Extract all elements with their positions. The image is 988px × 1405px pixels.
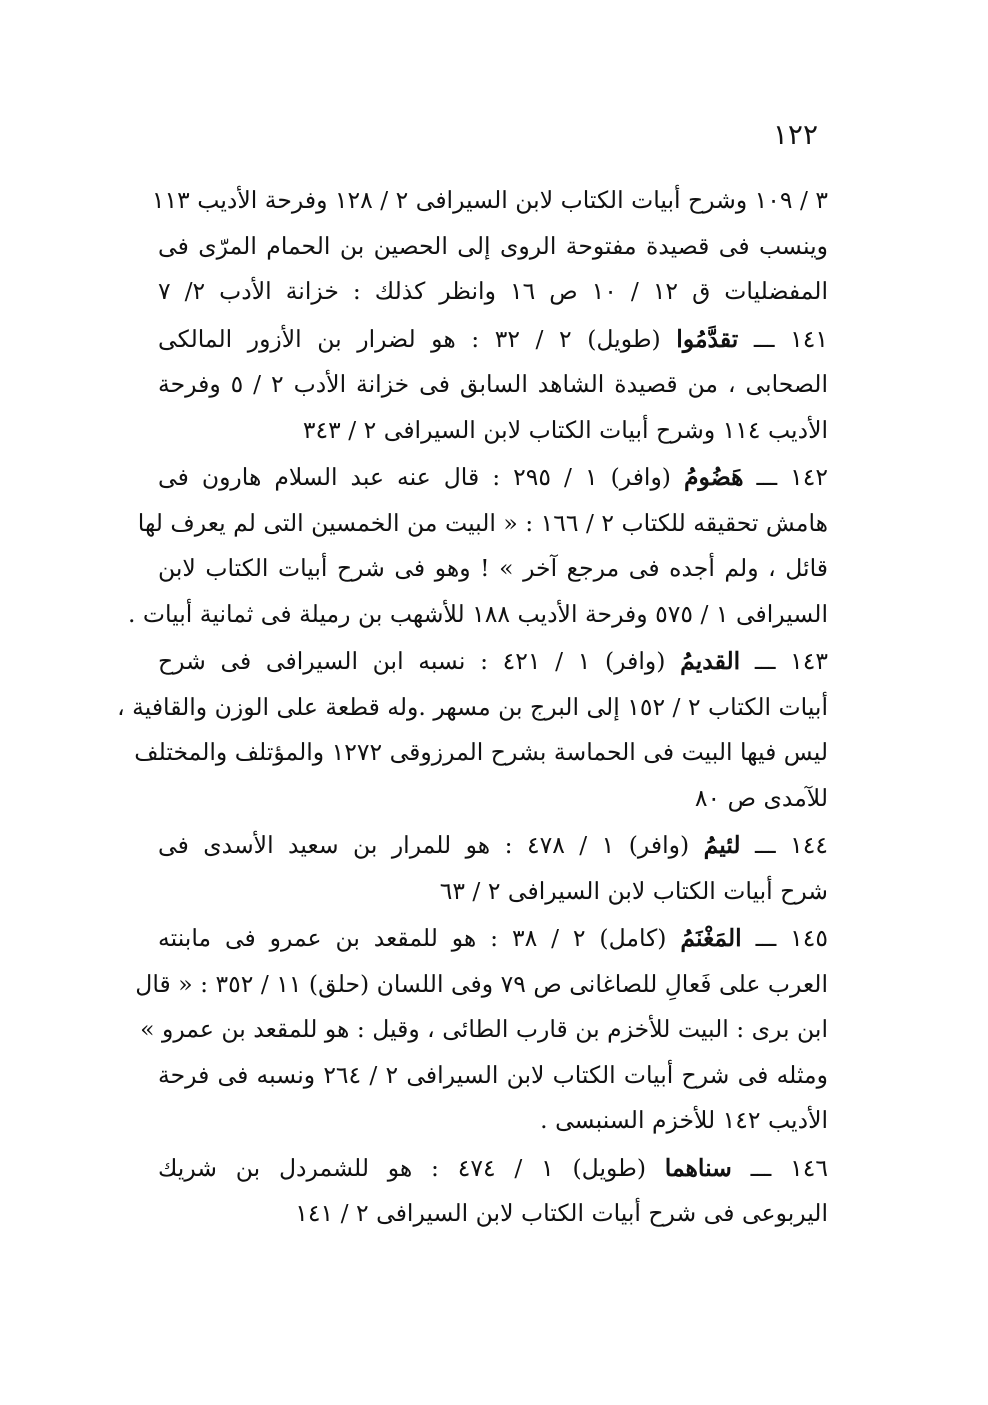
entry-number: ١٤٣ (790, 647, 828, 675)
text-line: قائل ، ولم أجده فى مرجع آخر » ! وهو فى شرح أبيات الكتاب لابن (158, 554, 828, 582)
text-line: السيرافى ١ / ٥٧٥ وفرحة الأديب ١٨٨ للأشهب بن رميلة فى ثمانية أبيات . (127, 599, 828, 628)
entry-headword: لئيمُ (703, 831, 741, 859)
text-line: ليس فيها البيت فى الحماسة بشرح المرزوقى ١٢٧٢ والمؤتلف والمختلف (134, 738, 828, 766)
entry-number: ١٤٥ (790, 924, 828, 952)
text-line: وينسب فى قصيدة مفتوحة الروى إلى الحصين بن الحمام المرّى فى (158, 231, 829, 260)
text-line: العرب على فَعالِ للصاغانى ص ٧٩ وفى اللسان (حلق) ١١ / ٣٥٢ : « قال (135, 969, 828, 998)
footnote-entry (127, 455, 829, 637)
text-line: ابن برى : البيت للأخزم بن قارب الطائى ، وقيل : هو للمقعد بن عمرو » (140, 1015, 828, 1043)
entry-first-line-text: (وافر) ١ / ٢٩٥ : قال عنه عبد السلام هارون فى (158, 463, 671, 491)
entry-headword: تقدَّمُوا (676, 324, 739, 353)
entry-first-line: ١٤٢ ـــ هَضُومُ (وافر) ١ / ٢٩٥ : قال عنه عبد السلام هارون فى (158, 463, 829, 491)
document-body (117, 178, 829, 1239)
entry-first-line: ١٤٤ ـــ لئيمُ (وافر) ١ / ٤٧٨ : هو للمرار بن سعيد الأسدى فى (158, 831, 828, 859)
text-line: ومثله فى شرح أبيات الكتاب لابن السيرافى ٢ / ٢٦٤ ونسبه فى فرحة (158, 1060, 828, 1089)
entry-number: ١٤٦ (790, 1153, 828, 1182)
entry-headword: المَغْنَمُ (680, 924, 742, 952)
entry-headword: القديمُ (680, 647, 741, 675)
page-number: ١٢٢ (772, 118, 818, 151)
entry-first-line-text: (وافر) ١ / ٤٢١ : نسبه ابن السيرافى فى شرح (158, 647, 666, 675)
entry-headword: سناهما (664, 1153, 732, 1182)
text-line: الأديب ١١٤ وشرح أبيات الكتاب لابن السيرافى ٢ / ٣٤٣ (302, 415, 828, 444)
text-line: هامش تحقيقه للكتاب ٢ / ١٦٦ : « البيت من الخمسين التى لم يعرف لها (137, 508, 828, 537)
entry-first-line: ١٤٥ ـــ المَغْنَمُ (كامل) ٢ / ٣٨ : هو للمقعد بن عمرو فى مابنته (158, 924, 828, 952)
text-line: الصحابى ، من قصيدة الشاهد السابق فى خزانة الأدب ٢ / ٥ وفرحة (158, 370, 828, 398)
text-line: أبيات الكتاب ٢ / ١٥٢ إلى البرج بن مسهر .وله قطعة على الوزن والقافية ، (117, 692, 828, 721)
footnote-entry (151, 178, 829, 315)
entry-first-line: ١٤١ ـــ تقدَّمُوا (طويل) ٢ / ٣٢ : هو لضرار بن الأزور المالكى (158, 324, 828, 353)
entry-number: ١٤٤ (790, 831, 828, 859)
footnote-entry (158, 823, 828, 914)
footnote-entry (158, 317, 828, 454)
entry-first-line: ١٤٣ ـــ القديمُ (وافر) ١ / ٤٢١ : نسبه ابن السيرافى فى شرح (158, 647, 828, 675)
text-line: للآمدى ص ٨٠ (694, 783, 828, 812)
entry-first-line-text: (وافر) ١ / ٤٧٨ : هو للمرار بن سعيد الأسدى فى (158, 831, 690, 859)
entry-first-line-text: (طويل) ٢ / ٣٢ : هو لضرار بن الأزور المالكى (158, 324, 661, 353)
text-line: اليربوعى فى شرح أبيات الكتاب لابن السيرافى ٢ / ١٤١ (295, 1199, 828, 1227)
text-line: الأديب ١٤٢ للأخزم السنبسى . (540, 1106, 828, 1134)
footnote-entry (158, 1146, 828, 1237)
entry-number: ١٤١ (790, 324, 828, 353)
text-line: ٣ / ١٠٩ وشرح أبيات الكتاب لابن السيرافى ٢ / ١٢٨ وفرحة الأديب ١١٣ (151, 186, 828, 214)
text-line: المفضليات ق ١٢ / ١٠ ص ١٦ وانظر كذلك : خزانة الأدب ٢/ ٧ (158, 277, 828, 305)
entry-first-line-text: (كامل) ٢ / ٣٨ : هو للمقعد بن عمرو فى مابنته (158, 924, 667, 952)
entry-first-line-text: (طويل) ١ / ٤٧٤ : هو للشمردل بن شريك (158, 1153, 647, 1182)
entry-headword: هَضُومُ (684, 463, 744, 491)
footnote-entry (117, 639, 828, 821)
text-line: شرح أبيات الكتاب لابن السيرافى ٢ / ٦٣ (439, 876, 828, 905)
entry-number: ١٤٢ (790, 463, 829, 491)
entry-first-line: ١٤٦ ـــ سناهما (طويل) ١ / ٤٧٤ : هو للشمردل بن شريك (158, 1153, 828, 1182)
footnote-entry (135, 916, 828, 1144)
